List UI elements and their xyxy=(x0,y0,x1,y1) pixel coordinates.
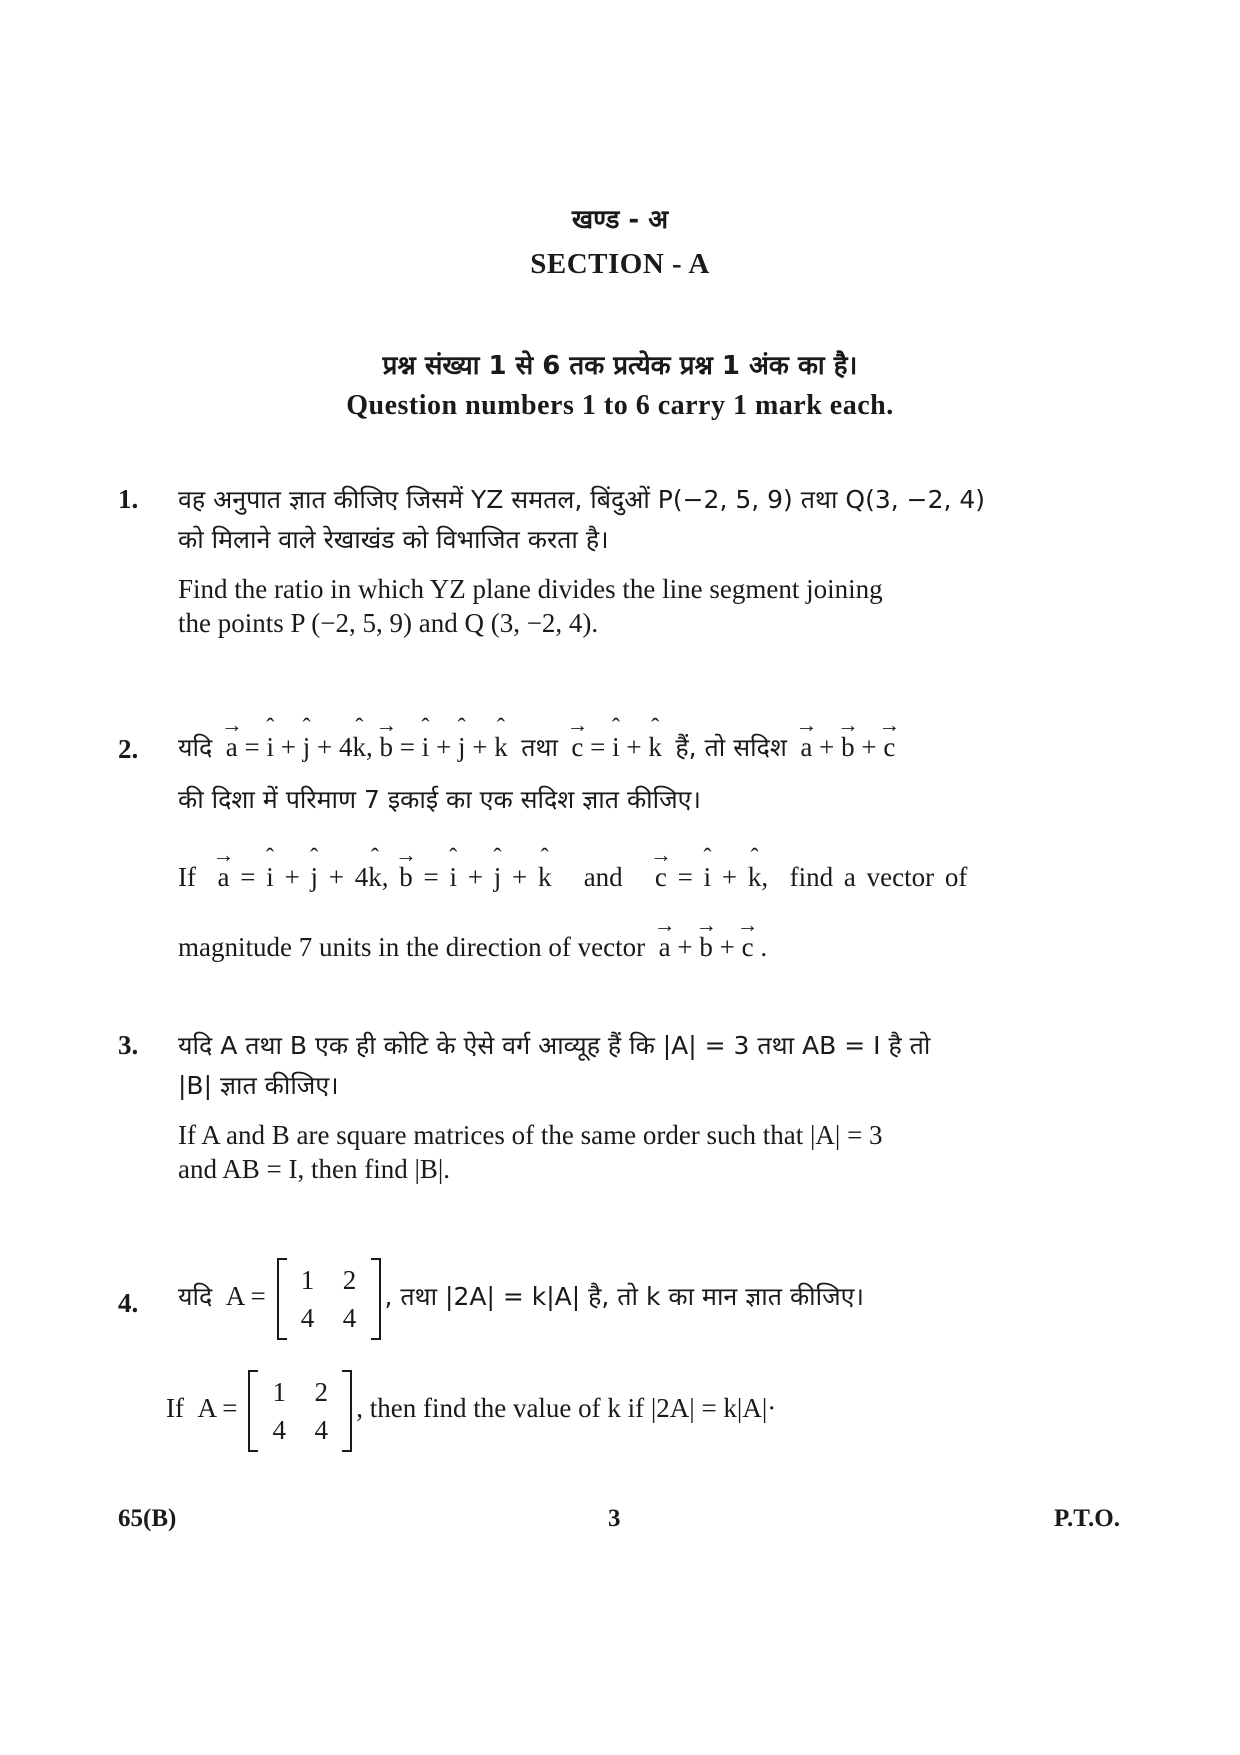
section-hindi-title: खण्ड - अ xyxy=(571,205,669,235)
question-number: 2. xyxy=(118,734,139,764)
q4-en-rest: , then find the value of k if |2A| = k|A|· xyxy=(356,1393,777,1424)
q3-english-line-2: and AB = I, then find |B|. xyxy=(178,1154,451,1184)
q2-hindi-line-2: की दिशा में परिमाण 7 इकाई का एक सदिश ज्ञात कीजिए। xyxy=(178,785,701,814)
q1-english-line-2: the points P (−2, 5, 9) and Q (3, −2, 4). xyxy=(178,608,599,638)
matrix-cell: 4 xyxy=(314,1414,328,1445)
q2-en-if: If xyxy=(178,862,196,892)
matrix-cell: 2 xyxy=(314,1376,328,1407)
question-number: 1. xyxy=(118,484,139,514)
matrix-cell: 1 xyxy=(272,1376,286,1407)
matrix-cell: 4 xyxy=(300,1302,315,1333)
matrix-cell: 1 xyxy=(300,1264,315,1295)
q4-en-if: If xyxy=(166,1393,184,1424)
q2-hindi-if: यदि xyxy=(178,733,213,762)
q4-hindi-line: यदि A = 1 2 4 4 , तथा |2A| = k|A| है, तो k का मान ज्ञात कीजिए। xyxy=(178,1258,864,1340)
q3-hindi-line-2: |B| ज्ञात कीजिए। xyxy=(178,1071,339,1100)
instruction-hindi: प्रश्न संख्या 1 से 6 तक प्रत्येक प्रश्न 1 अंक का है। xyxy=(382,351,858,381)
matrix-cell: 4 xyxy=(272,1414,286,1445)
q4-hindi-rest: , तथा |2A| = k|A| है, तो k का मान ज्ञात कीजिए। xyxy=(384,1282,864,1312)
q2-en-find: find a vector of xyxy=(789,862,968,892)
q1-english-line-1: Find the ratio in which YZ plane divides the line segment joining xyxy=(178,574,883,604)
question-number: 3. xyxy=(118,1030,139,1060)
matrix-cell: 4 xyxy=(342,1302,357,1333)
instruction-english: Question numbers 1 to 6 carry 1 mark each. xyxy=(346,390,894,421)
q3-english-line-1: If A and B are square matrices of the same order such that |A| = 3 xyxy=(178,1120,883,1150)
q2-hindi-line-1: यदि → a = ˆ i + ˆ j + 4ˆ k, → b = ˆ i + ˆ j + ˆ k तथा → c = ˆ i + ˆ k हैं, तो सदिश → a + → b + → c xyxy=(178,730,895,764)
q4-hindi-if: यदि xyxy=(178,1282,213,1312)
please-turn-over: P.T.O. xyxy=(1054,1505,1120,1532)
q2-hindi-then: हैं, तो सदिश xyxy=(675,733,787,762)
q1-hindi-line-1: वह अनुपात ज्ञात कीजिए जिसमें YZ समतल, बिंदुओं P(−2, 5, 9) तथा Q(3, −2, 4) xyxy=(178,485,986,514)
page-number: 3 xyxy=(608,1505,621,1532)
q2-hindi-and: तथा xyxy=(521,733,558,762)
section-title: SECTION - A xyxy=(530,248,710,280)
paper-code: 65(B) xyxy=(118,1505,177,1532)
matrix-cell: 2 xyxy=(342,1264,357,1295)
matrix-a xyxy=(277,1258,381,1340)
q1-hindi-line-2: को मिलाने वाले रेखाखंड को विभाजित करता है। xyxy=(178,525,609,554)
question-number: 4. xyxy=(118,1288,139,1318)
q3-hindi-line-1: यदि A तथा B एक ही कोटि के ऐसे वर्ग आव्यूह हैं कि |A| = 3 तथा AB = I है तो xyxy=(178,1031,931,1060)
q2-en-and: and xyxy=(583,862,623,892)
q2-en-line-2-text: magnitude 7 units in the direction of vector xyxy=(178,932,646,962)
q2-english-line-1: If → a = ˆ i + ˆ j + 4ˆ k, → b = ˆ i + ˆ j + ˆ k and → c = ˆ i + ˆ k, find a vector of xyxy=(178,862,967,893)
matrix-a xyxy=(248,1370,352,1452)
q4-english-line: If A = 1 2 4 4 , then find the value of k if |2A| = k|A|· xyxy=(166,1370,776,1452)
q2-english-line-2: magnitude 7 units in the direction of vector → a + → b + → c . xyxy=(178,932,767,963)
